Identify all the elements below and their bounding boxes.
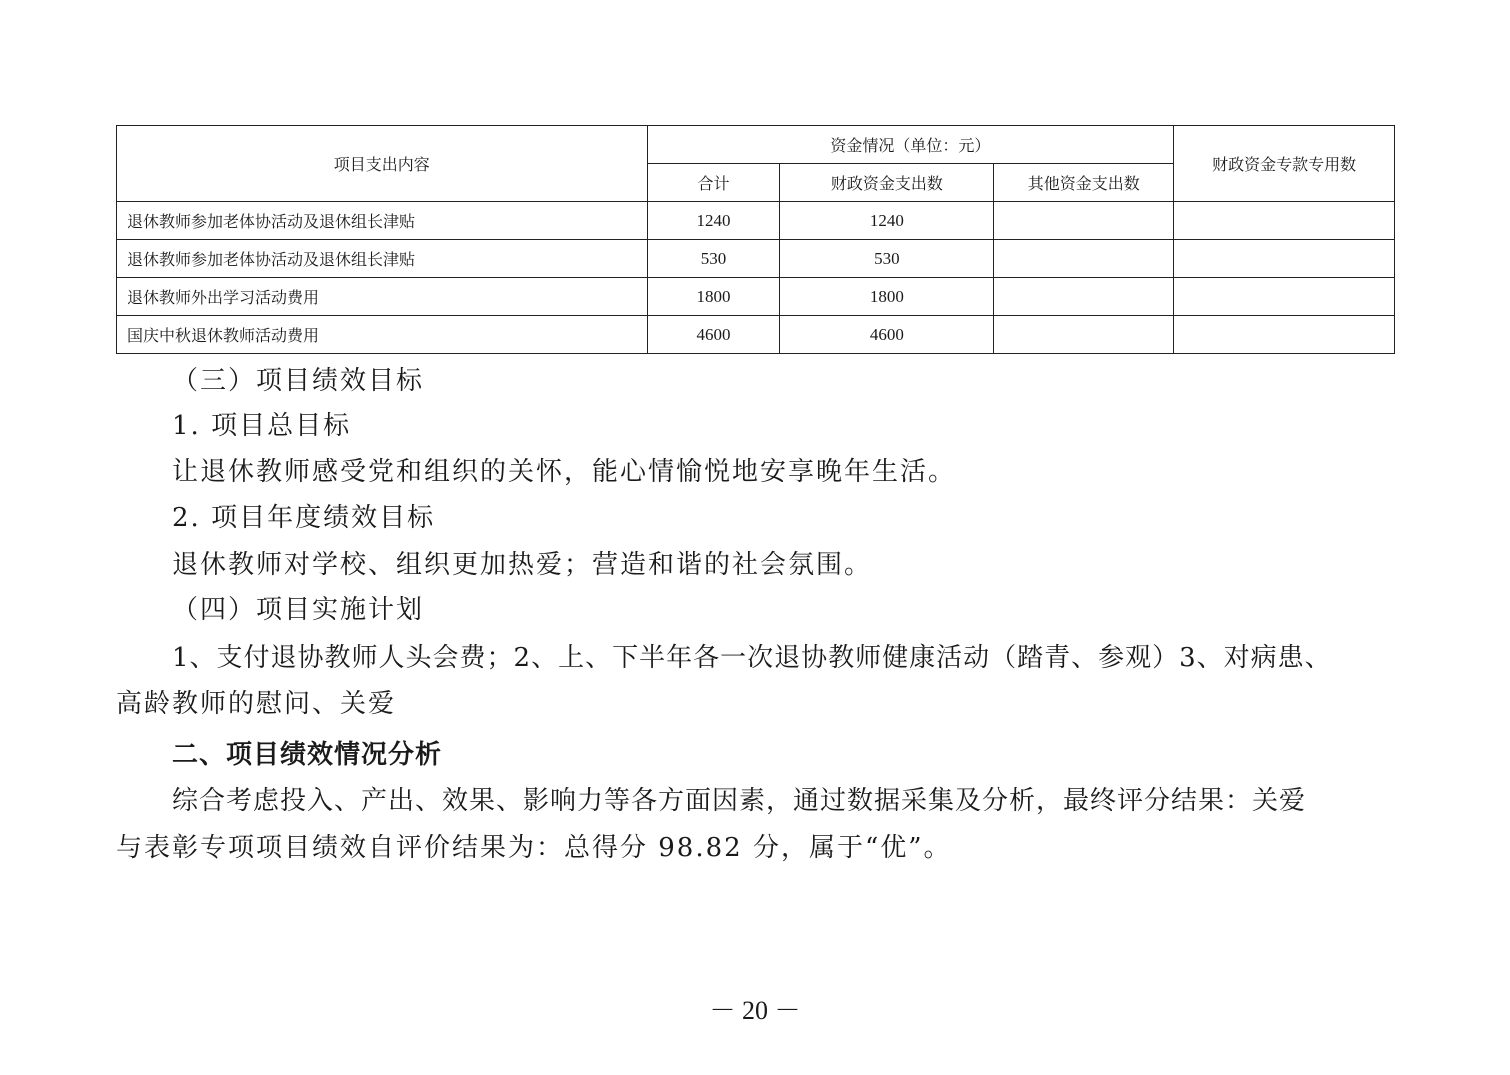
table-row — [117, 278, 1395, 316]
cell-total: 4600 — [647, 316, 780, 354]
cell-total: 1800 — [647, 278, 780, 316]
header-funds: 资金情况（单位：元） — [647, 126, 1174, 164]
plan-line-1: 1、支付退协教师人头会费；2、上、下半年各一次退协教师健康活动（踏青、参观）3、对病患、 — [172, 643, 1332, 673]
cell-special — [1174, 240, 1395, 278]
table-row — [117, 202, 1395, 240]
cell-item: 国庆中秋退休教师活动费用 — [117, 316, 648, 354]
cell-other — [994, 316, 1174, 354]
cell-other — [994, 202, 1174, 240]
subheader-fiscal: 财政资金支出数 — [780, 164, 994, 202]
table-header-row — [117, 126, 1395, 164]
analysis-line-2: 与表彰专项项目绩效自评价结果为：总得分 98.82 分，属于“优”。 — [116, 833, 952, 863]
subheader-total: 合计 — [647, 164, 780, 202]
cell-item: 退休教师参加老体协活动及退休组长津贴 — [117, 202, 648, 240]
cell-special — [1174, 202, 1395, 240]
page-number: － 20 － — [709, 996, 801, 1025]
plan-line-2: 高龄教师的慰问、关爱 — [116, 689, 397, 719]
subheader-other: 其他资金支出数 — [994, 164, 1174, 202]
cell-fiscal: 4600 — [780, 316, 994, 354]
cell-fiscal: 530 — [780, 240, 994, 278]
goal1-title: 1. 项目总目标 — [172, 411, 352, 441]
heading-performance-goals: （三）项目绩效目标 — [172, 366, 425, 396]
header-special: 财政资金专款专用数 — [1174, 126, 1395, 202]
header-item: 项目支出内容 — [117, 126, 648, 202]
cell-item: 退休教师参加老体协活动及退休组长津贴 — [117, 240, 648, 278]
analysis-line-1: 综合考虑投入、产出、效果、影响力等各方面因素，通过数据采集及分析，最终评分结果：关爱 — [172, 786, 1307, 816]
goal2-title: 2. 项目年度绩效目标 — [172, 503, 436, 533]
cell-fiscal: 1800 — [780, 278, 994, 316]
budget-table — [116, 125, 1395, 354]
cell-fiscal: 1240 — [780, 202, 994, 240]
section-title-analysis: 二、项目绩效情况分析 — [172, 740, 443, 770]
cell-item: 退休教师外出学习活动费用 — [117, 278, 648, 316]
cell-other — [994, 240, 1174, 278]
cell-special — [1174, 278, 1395, 316]
cell-total: 1240 — [647, 202, 780, 240]
goal1-text: 让退休教师感受党和组织的关怀，能心情愉悦地安享晚年生活。 — [172, 457, 957, 487]
table-row — [117, 240, 1395, 278]
table-row — [117, 316, 1395, 354]
cell-special — [1174, 316, 1395, 354]
cell-other — [994, 278, 1174, 316]
goal2-text: 退休教师对学校、组织更加热爱；营造和谐的社会氛围。 — [172, 550, 873, 580]
cell-total: 530 — [647, 240, 780, 278]
heading-implementation-plan: （四）项目实施计划 — [172, 595, 425, 625]
